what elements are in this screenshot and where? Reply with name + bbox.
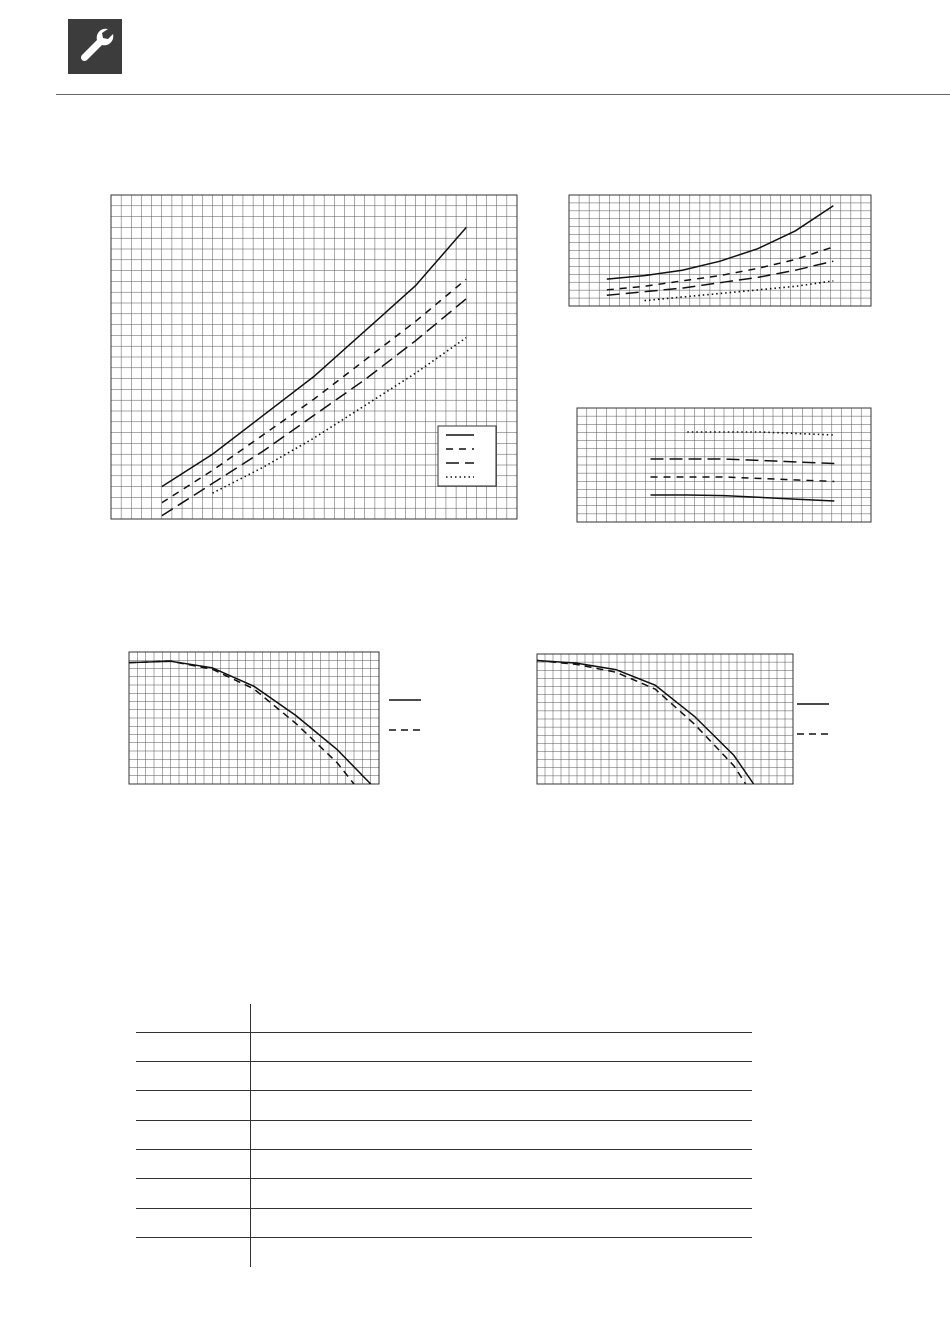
table-row-divider (136, 1061, 752, 1062)
chart-bottom-left-svg (127, 650, 427, 786)
grid (577, 408, 871, 522)
chart-bottom-right-svg (535, 652, 835, 786)
table-row-divider (136, 1120, 752, 1121)
chart-bottom-right (535, 652, 835, 786)
series-line-dashed (129, 661, 354, 784)
wrench-icon (68, 19, 122, 74)
table-row-divider (136, 1178, 752, 1179)
chart-main-svg (108, 192, 520, 522)
series-line-dotted (213, 338, 467, 494)
grid (569, 195, 871, 306)
chart-middle-right-svg (575, 406, 873, 524)
series-line-long-dash (651, 459, 835, 464)
chart-bottom-left (127, 650, 427, 786)
wrench-icon-box (68, 19, 122, 74)
chart-top-right (567, 193, 873, 308)
table-row-divider (136, 1208, 752, 1209)
table-row-divider (136, 1149, 752, 1150)
chart-middle-right (575, 406, 873, 524)
table-row-divider (136, 1237, 752, 1238)
spec-table (136, 1004, 752, 1267)
series-line-solid (651, 495, 835, 501)
table-row-divider (136, 1090, 752, 1091)
table-row-divider (136, 1032, 752, 1033)
header-rule (56, 94, 950, 95)
grid (537, 654, 793, 784)
table-column-divider (250, 1004, 251, 1267)
series-line-solid (129, 661, 371, 784)
series-line-dotted (645, 281, 834, 301)
grid (129, 652, 379, 784)
chart-main (108, 192, 520, 522)
series-line-short-dash (651, 477, 835, 482)
chart-top-right-svg (567, 193, 873, 308)
